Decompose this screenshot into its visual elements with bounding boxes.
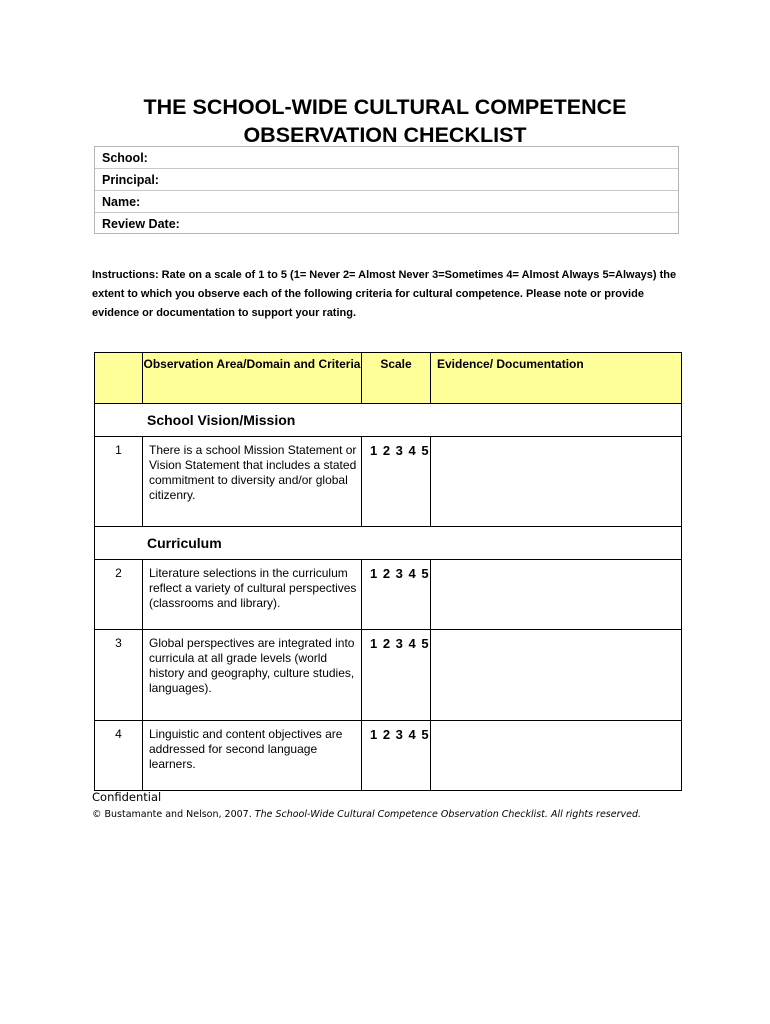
section-row bbox=[95, 527, 682, 560]
copyright-prefix: © Bustamante and Nelson, 2007. bbox=[92, 809, 255, 820]
school-field[interactable]: School: bbox=[95, 147, 678, 169]
instructions-text: Instructions: Rate on a scale of 1 to 5 (1= Never 2= Almost Never 3=Sometimes 4= Almost Always 5=Always) the extent to which you observe each of the following criteria for cultural competence. Please note or provide evidence or documentation to support your rating. bbox=[92, 269, 677, 319]
copyright-title: The School-Wide Cultural Competence Observation Checklist. All rights reserved. bbox=[254, 809, 641, 820]
title-line-2: OBSERVATION CHECKLIST bbox=[243, 123, 527, 147]
page-title bbox=[60, 93, 710, 149]
row-number: 3 bbox=[95, 630, 143, 721]
table-row bbox=[95, 437, 682, 527]
row-evidence[interactable] bbox=[431, 630, 682, 721]
observation-table bbox=[94, 352, 682, 791]
info-fields-box bbox=[94, 146, 679, 234]
title-line-1: THE SCHOOL-WIDE CULTURAL COMPETENCE bbox=[143, 95, 627, 119]
row-scale[interactable]: 1 2 3 4 5 bbox=[362, 560, 431, 630]
table-row bbox=[95, 721, 682, 791]
table-row bbox=[95, 560, 682, 630]
row-scale[interactable]: 1 2 3 4 5 bbox=[362, 721, 431, 791]
table-row bbox=[95, 630, 682, 721]
header-evidence: Evidence/ Documentation bbox=[431, 353, 682, 404]
review-date-field[interactable]: Review Date: bbox=[102, 217, 180, 231]
header-area: Observation Area/Domain and Criteria bbox=[143, 353, 362, 404]
row-criteria: Global perspectives are integrated into curricula at all grade levels (world history and geography, culture studies, languages). bbox=[143, 630, 362, 721]
row-criteria: Literature selections in the curriculum reflect a variety of cultural perspectives (classrooms and library). bbox=[143, 560, 362, 630]
row-evidence[interactable] bbox=[431, 721, 682, 791]
confidential-label: Confidential bbox=[92, 790, 162, 804]
row-criteria: Linguistic and content objectives are addressed for second language learners. bbox=[143, 721, 362, 791]
row-number: 2 bbox=[95, 560, 143, 630]
row-criteria: There is a school Mission Statement or Vision Statement that includes a stated commitment to diversity and/or global citizenry. bbox=[143, 437, 362, 527]
row-number: 1 bbox=[95, 437, 143, 527]
header-num-cell bbox=[95, 353, 143, 404]
row-scale[interactable]: 1 2 3 4 5 bbox=[362, 437, 431, 527]
row-evidence[interactable] bbox=[431, 437, 682, 527]
table-header-row bbox=[95, 353, 682, 404]
section-row bbox=[95, 404, 682, 437]
copyright-notice bbox=[92, 809, 641, 820]
row-evidence[interactable] bbox=[431, 560, 682, 630]
header-scale: Scale bbox=[362, 353, 431, 404]
section-title: Curriculum bbox=[95, 527, 682, 560]
section-title: School Vision/Mission bbox=[95, 404, 682, 437]
name-field[interactable]: Name: bbox=[95, 191, 678, 213]
principal-field[interactable]: Principal: bbox=[95, 169, 678, 191]
row-scale[interactable]: 1 2 3 4 5 bbox=[362, 630, 431, 721]
row-number: 4 bbox=[95, 721, 143, 791]
